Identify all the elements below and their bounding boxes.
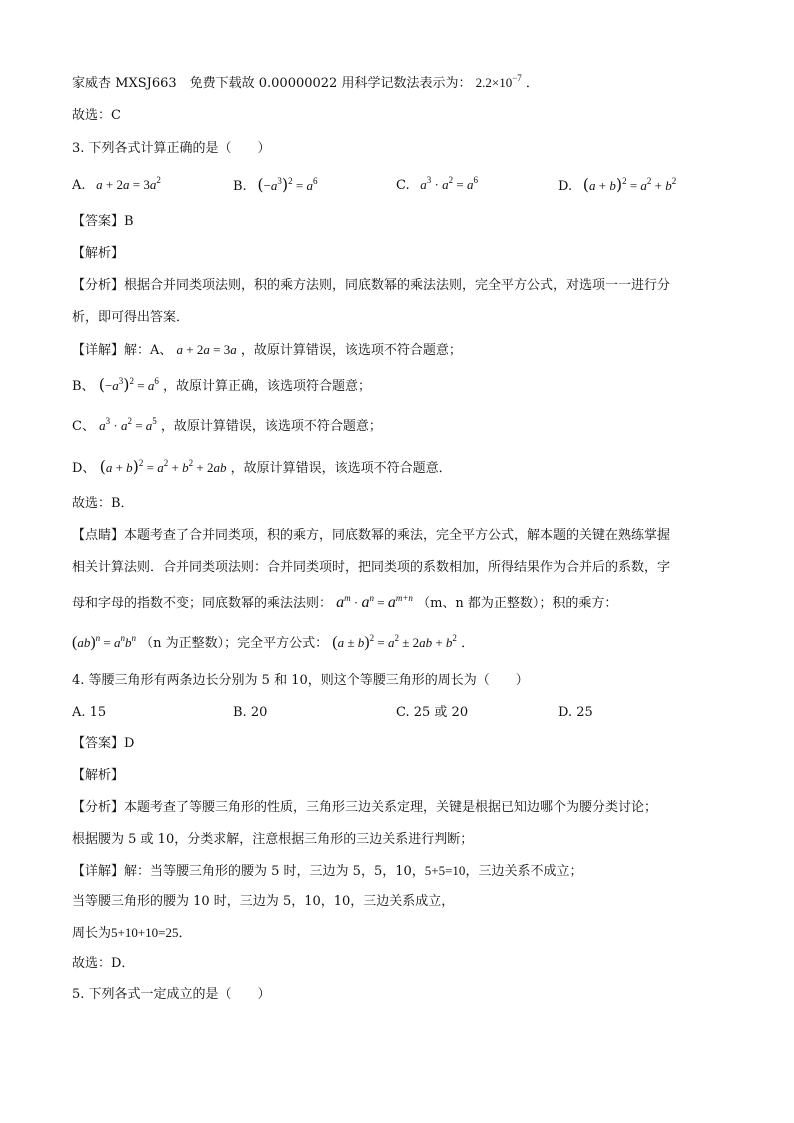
question-4-detail-line-2: 当等腰三角形的腰为 10 时，三边为 5，10，10，三边关系成立， — [72, 894, 455, 909]
question-3-choose: 故选：B． — [72, 496, 134, 511]
question-4-option-c: C. 25 或 20 — [396, 705, 469, 720]
question-3-note-line-1: 【点睛】本题考查了合并同类项，积的乘方，同底数幂的乘法，完全平方公式，解本题的关键在熟练掌握 — [72, 528, 671, 543]
question-3-option-a: A. $a + 2a = 3a^2$ — [72, 175, 161, 193]
question-4-detail-line-3: 周长为5+10+10=25． — [72, 925, 192, 941]
question-3-stem: 3. 下列各式计算正确的是（ ） — [72, 141, 271, 156]
question-4-option-d: D. 25 — [558, 705, 593, 720]
line-text: 家威杏 MXSJ663 免费下载故 0.00000022 用科学记数法表示为： — [72, 76, 472, 91]
question-3-note-line-2: 相关计算法则．合并同类项法则：合并同类项时，把同类项的系数相加，所得结果作为合并后的系数，字 — [72, 560, 671, 575]
question-4-option-b: B. 20 — [233, 705, 268, 720]
question-3-note-line-4: $(ab)^n = a^nb^n$ （n 为正整数）；完全平方公式： $(a \pm b)^2 = a^2 \pm 2ab + b^2$ ． — [72, 633, 475, 651]
question-3-detail-a: 【详解】解：A、 a + 2a = 3a ，故原计算错误，该选项不符合题意； — [72, 342, 462, 358]
math-expression: $2.2\times 10^{-7}$ — [475, 73, 522, 90]
choose-line: 故选：C — [72, 108, 121, 123]
question-3-note-line-3: 母和字母的指数不变；同底数幂的乘法法则： $a^m \cdot a^n = a^{m+n}$ （m、n 都为正整数）；积的乘方： — [72, 593, 618, 611]
question-3-answer: 【答案】B — [72, 214, 134, 229]
question-4-analysis-line-1: 【分析】本题考查了等腰三角形的性质，三角形三边关系定理，关键是根据已知边哪个为腰分类讨论； — [72, 800, 658, 815]
question-3-option-d: D. $(a + b)^2 = a^2 + b^2$ — [558, 175, 677, 194]
question-5-stem: 5. 下列各式一定成立的是（ ） — [72, 987, 271, 1002]
question-3-analysis-line-2: 析，即可得出答案． — [72, 310, 190, 325]
question-4-analysis-heading: 【解析】 — [72, 768, 125, 783]
question-3-detail-b: B、 $(-a^3)^2 = a^6$ ，故原计算正确，该选项符合题意； — [72, 375, 372, 394]
question-4-analysis-line-2: 根据腰为 5 或 10，分类求解，注意根据三角形的三边关系进行判断； — [72, 832, 474, 847]
question-3-detail-c: C、 $a^3 \cdot a^2 = a^5$ ，故原计算错误，该选项不符合题意； — [72, 416, 382, 434]
question-4-choose: 故选：D． — [72, 956, 135, 971]
question-4-stem: 4. 等腰三角形有两条边长分别为 5 和 10，则这个等腰三角形的周长为（ ） — [72, 673, 529, 688]
question-3-option-c: C. $a^3 \cdot a^2 = a^6$ — [396, 175, 478, 193]
question-3-detail-d: D、 $(a + b)^2 = a^2 + b^2 + 2ab$ ，故原计算错误，该选项不符合题意． — [72, 457, 452, 476]
question-3-analysis-heading: 【解析】 — [72, 246, 125, 261]
question-4-detail-line-1: 【详解】解：当等腰三角形的腰为 5 时，三边为 5，5，10，5+5=10，三边关系不成立； — [72, 863, 583, 879]
answer-line-scientific-notation: 家威杏 MXSJ663 免费下载故 0.00000022 用科学记数法表示为： $2.2\times 10^{-7}$ ． — [72, 73, 539, 91]
question-3-analysis-line-1: 【分析】根据合并同类项法则，积的乘方法则，同底数幂的乘法法则，完全平方公式，对选项一一进行分 — [72, 278, 671, 293]
question-4-answer: 【答案】D — [72, 736, 135, 751]
question-3-option-b: B. $(-a^3)^2 = a^6$ — [233, 175, 318, 194]
question-4-option-a: A. 15 — [72, 705, 107, 720]
